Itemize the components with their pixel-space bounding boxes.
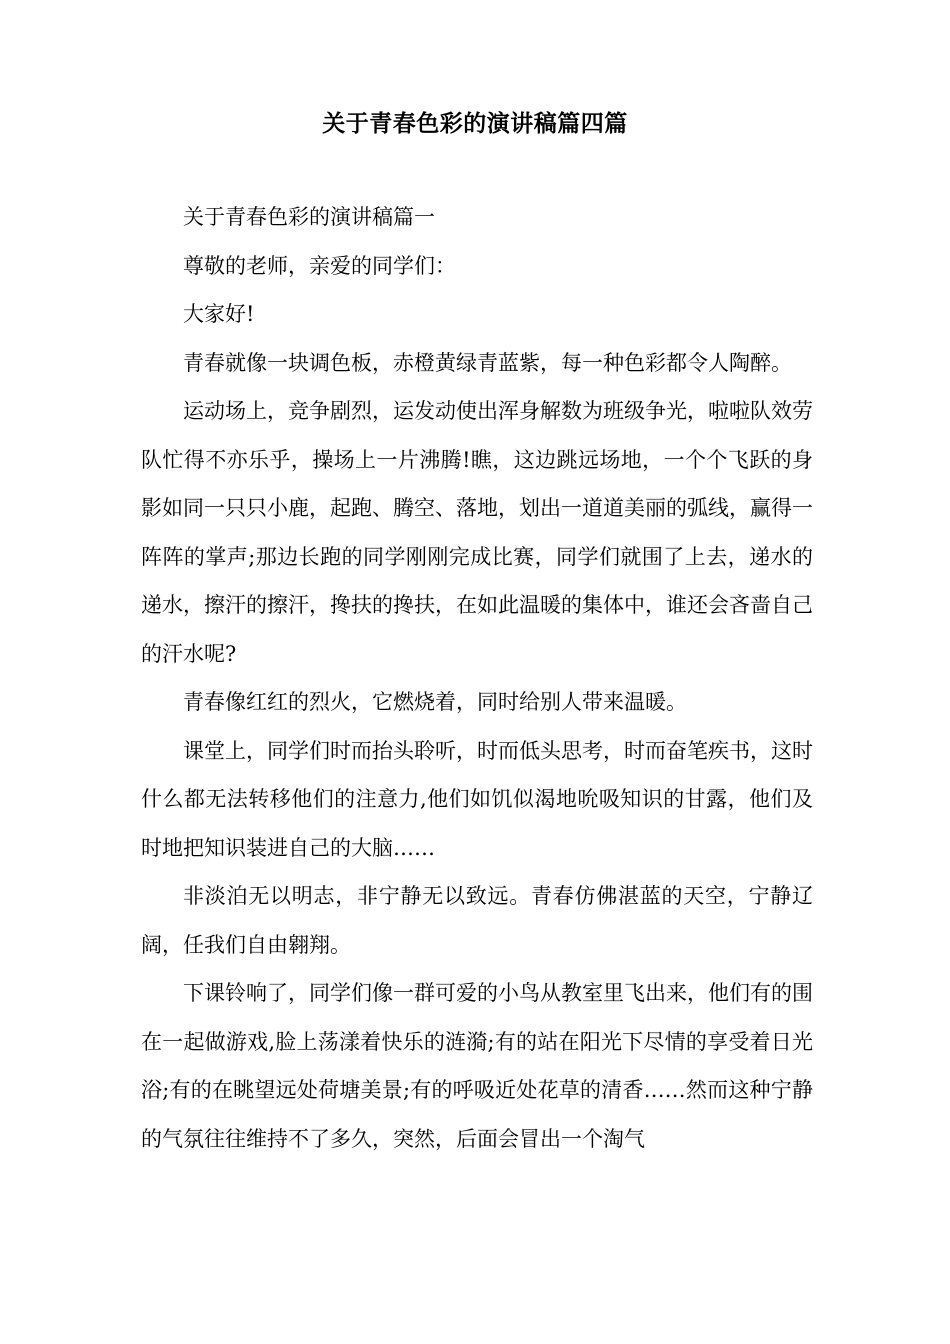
body-paragraph: 下课铃响了，同学们像一群可爱的小鸟从教室里飞出来，他们有的围在一起做游戏,脸上荡漾着快乐的涟漪;有的站在阳光下尽情的享受着日光浴;有的在眺望远处荷塘美景;有的呼吸近处花草的清香……然而这种宁静的气氛往往维持不了多久，突然，后面会冒出一个淘气	[141, 981, 813, 1151]
body-paragraph: 青春像红红的烈火，它燃烧着，同时给别人带来温暖。	[183, 690, 687, 714]
body-paragraph: 青春就像一块调色板，赤橙黄绿青蓝紫，每一种色彩都令人陶醉。	[183, 350, 792, 375]
body-paragraph: 课堂上，同学们时而抬头聆听，时而低头思考，时而奋笔疾书，这时什么都无法转移他们的注意力,他们如饥似渴地吮吸知识的甘露，他们及时地把知识装进自己的大脑……	[141, 738, 813, 860]
document-body	[141, 193, 813, 1163]
greeting: 大家好!	[183, 302, 255, 326]
salutation: 尊敬的老师，亲爱的同学们：	[183, 253, 456, 278]
section-heading: 关于青春色彩的演讲稿篇一	[183, 205, 435, 229]
body-paragraph: 非淡泊无以明志，非宁静无以致远。青春仿佛湛蓝的天空，宁静辽阔，任我们自由翱翔。	[141, 884, 813, 957]
body-paragraph: 运动场上，竞争剧烈，运发动使出浑身解数为班级争光，啦啦队效劳队忙得不亦乐乎，操场上一片沸腾!瞧，这边跳远场地，一个个飞跃的身影如同一只只小鹿，起跑、腾空、落地，划出一道道美丽的弧线，赢得一阵阵的掌声;那边长跑的同学刚刚完成比赛，同学们就围了上去，递水的递水，擦汗的擦汗，搀扶的搀扶，在如此温暖的集体中，谁还会吝啬自己的汗水呢?	[141, 399, 813, 666]
document-title: 关于青春色彩的演讲稿篇四篇	[322, 110, 628, 137]
